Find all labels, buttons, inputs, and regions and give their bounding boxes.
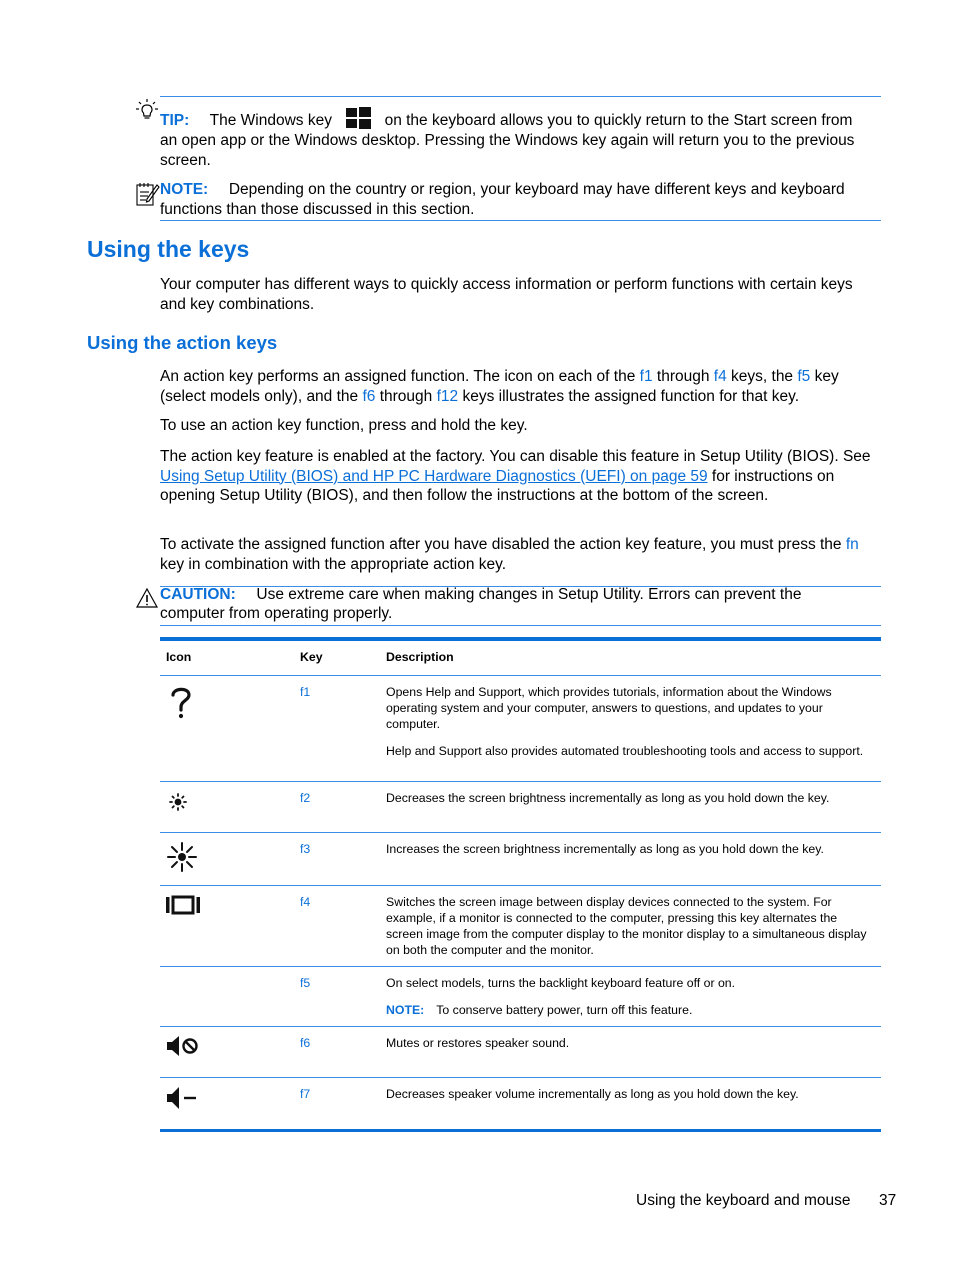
icon-cell xyxy=(160,676,294,782)
warning-triangle-icon xyxy=(136,588,158,608)
section-title: Using the keys xyxy=(87,236,250,262)
table-row xyxy=(160,1027,881,1078)
table-row xyxy=(160,1078,881,1131)
caution-text-continued: computer from operating properly. xyxy=(160,605,393,622)
footer-chapter-title: Using the keyboard and mouse xyxy=(636,1192,851,1209)
header-description: Description xyxy=(380,639,881,676)
description-cell xyxy=(380,1027,881,1078)
key-cell: f1 xyxy=(294,676,380,782)
key-ref-f1: f1 xyxy=(639,368,653,385)
table-note xyxy=(386,1002,875,1018)
p1-text-5: through xyxy=(375,387,437,405)
description-text: Decreases the screen brightness incrementally as long as you hold down the key. xyxy=(386,791,830,805)
lightbulb-icon xyxy=(136,98,158,122)
header-icon: Icon xyxy=(160,639,294,676)
tip-line xyxy=(160,103,881,131)
action-keys-paragraph xyxy=(160,367,881,406)
setup-utility-link[interactable]: Using Setup Utility (BIOS) and HP PC Hardware Diagnostics (UEFI) on page 59 xyxy=(160,467,708,485)
key-cell: f5 xyxy=(294,967,380,1027)
icon-cell xyxy=(160,967,294,1027)
note-text: Depending on the country or region, your keyboard may have different keys and keyboard xyxy=(228,181,845,198)
factory-paragraph xyxy=(160,447,881,506)
description-text: Decreases speaker volume incrementally as long as you hold down the key. xyxy=(386,1087,799,1101)
caution-text: Use extreme care when making changes in Setup Utility. Errors can prevent the xyxy=(256,586,802,603)
p4-text-2: key in combination with the appropriate action key. xyxy=(160,555,507,573)
key-cell: f3 xyxy=(294,833,380,886)
tip-label: TIP: xyxy=(160,112,190,129)
note-line xyxy=(160,180,881,200)
p1-text-6: keys illustrates the assigned function for that key. xyxy=(458,387,800,405)
icon-cell xyxy=(160,1027,294,1078)
table-row xyxy=(160,833,881,886)
icon-cell xyxy=(160,833,294,886)
p1-text-4: key (select models only), and the xyxy=(160,368,839,405)
note-label: NOTE: xyxy=(160,181,209,198)
page-number: 37 xyxy=(879,1192,897,1209)
p1-text-3: keys, the xyxy=(726,368,798,385)
caution-line xyxy=(160,585,881,605)
description-text: Opens Help and Support, which provides tutorials, information about the Windows operating system and your computer, answers to questions, and updates to your computer. xyxy=(386,685,832,731)
description-text: On select models, turns the backlight keyboard feature off or on. xyxy=(386,976,736,990)
help-question-icon xyxy=(166,684,196,720)
table-note-label: NOTE: xyxy=(386,1003,425,1017)
description-text: Mutes or restores speaker sound. xyxy=(386,1036,570,1050)
description-cell xyxy=(380,782,881,833)
p1-text-2: through xyxy=(652,368,714,385)
key-ref-f5: f5 xyxy=(797,368,811,385)
key-cell: f6 xyxy=(294,1027,380,1078)
description-cell xyxy=(380,886,881,967)
key-ref-f4: f4 xyxy=(713,368,727,385)
brightness-up-icon xyxy=(166,841,198,873)
volume-down-icon xyxy=(166,1086,200,1110)
mute-icon xyxy=(166,1035,200,1057)
caution-bottom-rule xyxy=(160,625,881,626)
switch-display-icon xyxy=(166,894,200,916)
p3-text-1: The action key feature is enabled at the factory. You can disable this feature in Setup Utility (BIOS). See xyxy=(160,448,871,465)
key-cell: f2 xyxy=(294,782,380,833)
description-cell xyxy=(380,967,881,1027)
tip-text-before: The Windows key xyxy=(209,112,332,129)
table-row xyxy=(160,676,881,782)
icon-cell xyxy=(160,782,294,833)
tip-top-rule xyxy=(160,96,881,97)
table-note-text: To conserve battery power, turn off this feature. xyxy=(436,1003,693,1017)
p1-text-1: An action key performs an assigned function. The icon on each of the xyxy=(160,368,640,385)
note-pad-icon xyxy=(136,181,160,207)
description-text: Increases the screen brightness incrementally as long as you hold down the key. xyxy=(386,842,824,856)
fn-paragraph xyxy=(160,535,881,574)
key-cell: f7 xyxy=(294,1078,380,1131)
tip-text-after: on the keyboard allows you to quickly return to the Start screen from xyxy=(384,112,853,129)
description-text: Switches the screen image between display devices connected to the system. For example, if a monitor is connected to the computer, pressing this key alternates the screen image from the computer display to the monitor display to a simultaneous display on both the computer and the monitor. xyxy=(386,895,867,957)
key-ref-fn: fn xyxy=(845,536,859,553)
header-key: Key xyxy=(294,639,380,676)
key-cell: f4 xyxy=(294,886,380,967)
section-intro: Your computer has different ways to quickly access information or perform functions with certain keys and key combinations. xyxy=(160,276,853,313)
p4-text-1: To activate the assigned function after you have disabled the action key feature, you must press the xyxy=(160,536,846,553)
note-bottom-rule xyxy=(160,220,881,221)
key-ref-f6: f6 xyxy=(362,387,376,405)
note-text-continued: functions than those discussed in this section. xyxy=(160,201,475,218)
brightness-down-icon xyxy=(166,790,190,814)
table-header-row xyxy=(160,639,881,676)
table-row xyxy=(160,886,881,967)
key-ref-f12: f12 xyxy=(436,387,459,405)
description-text: Help and Support also provides automated troubleshooting tools and access to support. xyxy=(386,744,864,758)
description-cell xyxy=(380,676,881,782)
table-row xyxy=(160,782,881,833)
icon-cell xyxy=(160,886,294,967)
icon-cell xyxy=(160,1078,294,1131)
description-cell xyxy=(380,1078,881,1131)
table-row xyxy=(160,967,881,1027)
tip-text-continued: an open app or the Windows desktop. Pressing the Windows key again will return you to the previous screen. xyxy=(160,132,855,169)
description-cell xyxy=(380,833,881,886)
press-hold-paragraph: To use an action key function, press and hold the key. xyxy=(160,417,528,434)
subsection-title: Using the action keys xyxy=(87,332,278,353)
action-keys-table xyxy=(160,637,881,1132)
caution-label: CAUTION: xyxy=(160,586,236,603)
p3-text-2: for instructions on opening Setup Utility (BIOS), and then follow the instructions at the bottom of the screen. xyxy=(160,467,835,504)
